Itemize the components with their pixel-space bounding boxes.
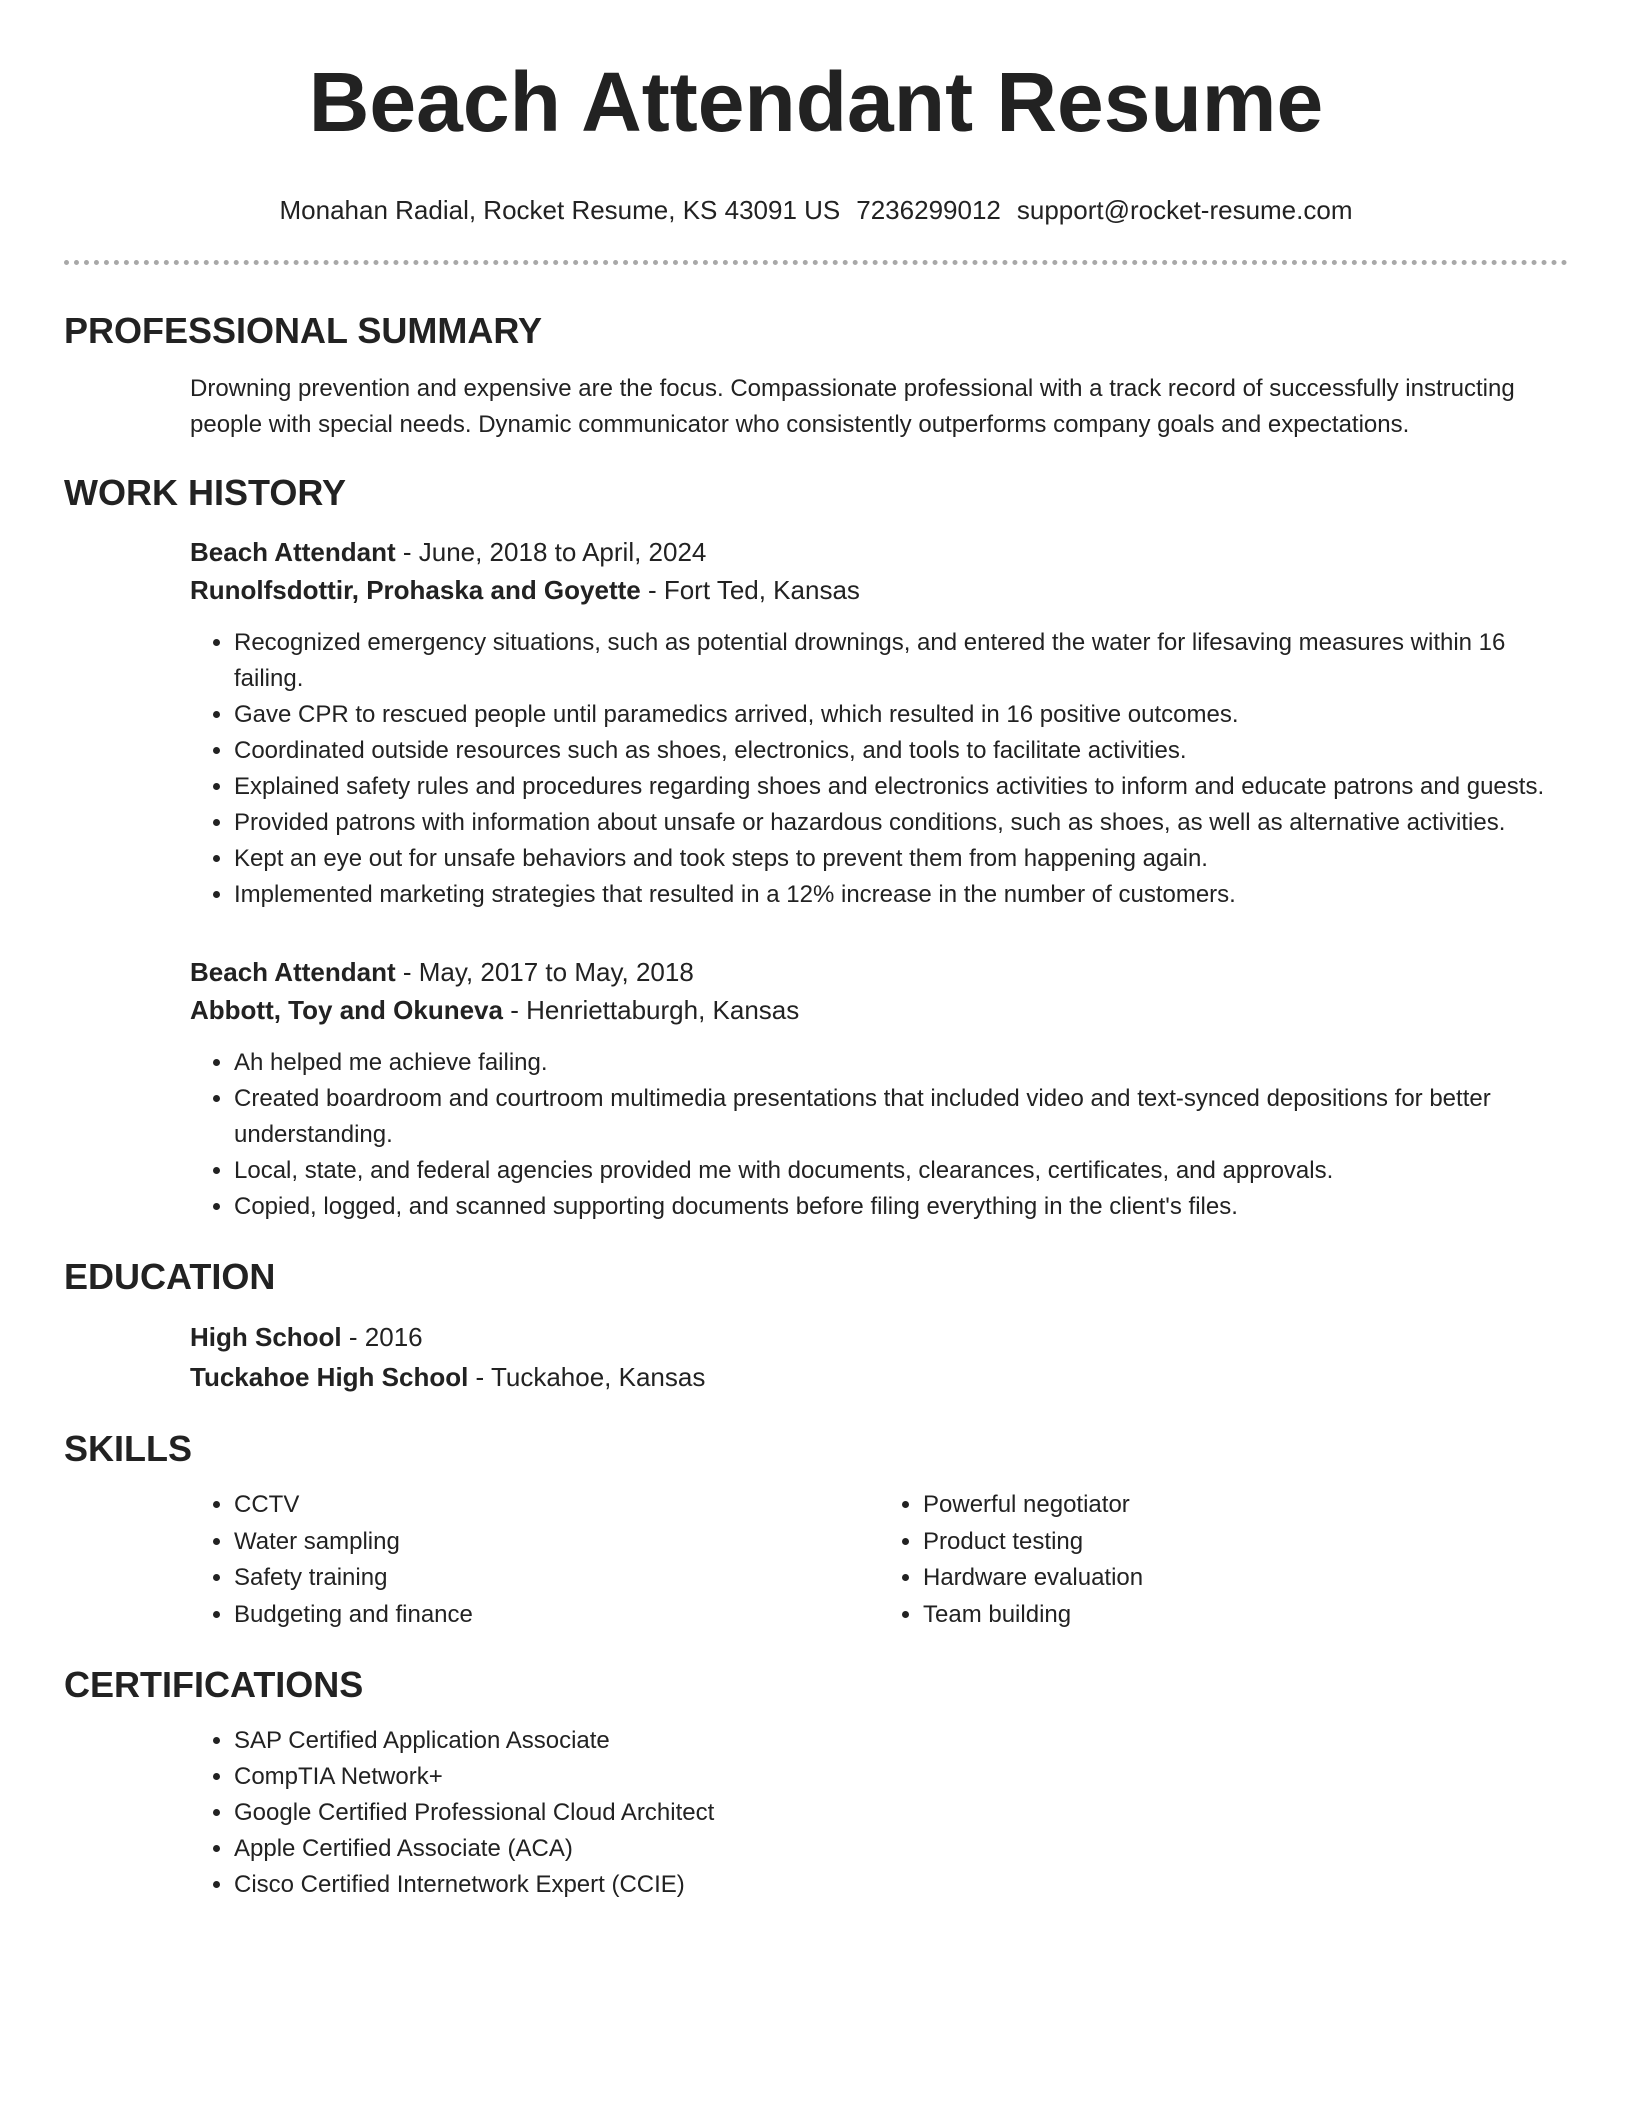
skills-column-right bbox=[879, 1487, 1568, 1633]
skills-heading: SKILLS bbox=[64, 1428, 193, 1469]
summary-heading: PROFESSIONAL SUMMARY bbox=[64, 310, 543, 351]
contact-address: Monahan Radial, Rocket Resume, KS 43091 US bbox=[279, 195, 841, 225]
job-entry bbox=[190, 953, 1568, 1225]
job-bullet: • Provided patrons with information about unsafe or hazardous conditions, such as shoes, as well as alternative activities. bbox=[234, 805, 1568, 841]
skill-item: • Safety training bbox=[234, 1560, 879, 1597]
skills-grid bbox=[190, 1487, 1568, 1633]
job-title-line bbox=[190, 533, 1568, 571]
job-title-line bbox=[190, 953, 1568, 991]
job-company: Runolfsdottir, Prohaska and Goyette bbox=[190, 575, 641, 605]
job-bullet: • Local, state, and federal agencies provided me with documents, clearances, certificates, and approvals. bbox=[234, 1153, 1568, 1189]
job-entry bbox=[190, 533, 1568, 913]
job-bullet: • Gave CPR to rescued people until paramedics arrived, which resulted in 16 positive outcomes. bbox=[234, 697, 1568, 733]
certification-item: • CompTIA Network+ bbox=[234, 1759, 1568, 1795]
job-title: Beach Attendant bbox=[190, 957, 396, 987]
job-bullets bbox=[190, 1045, 1568, 1225]
certification-item: • SAP Certified Application Associate bbox=[234, 1723, 1568, 1759]
skill-item: • CCTV bbox=[234, 1487, 879, 1524]
education-school-line bbox=[190, 1357, 1568, 1397]
contact-email: support@rocket-resume.com bbox=[1016, 195, 1353, 225]
job-location: - Henriettaburgh, Kansas bbox=[502, 995, 800, 1025]
job-bullets bbox=[190, 625, 1568, 913]
education-location: - Tuckahoe, Kansas bbox=[468, 1362, 706, 1392]
job-company: Abbott, Toy and Okuneva bbox=[190, 995, 503, 1025]
summary-text: Drowning prevention and expensive are the focus. Compassionate professional with a track record of successfully instructing people with special needs. Dynamic communicator who consistently outperforms company goals and expectations. bbox=[190, 375, 1515, 438]
job-bullet: • Explained safety rules and procedures regarding shoes and electronics activities to inform and educate patrons and guests. bbox=[234, 769, 1568, 805]
education-degree-line bbox=[190, 1317, 1568, 1357]
skill-item: • Budgeting and finance bbox=[234, 1597, 879, 1634]
job-company-line bbox=[190, 571, 1568, 609]
job-bullet: • Ah helped me achieve failing. bbox=[234, 1045, 1568, 1081]
certification-item: • Google Certified Professional Cloud Architect bbox=[234, 1795, 1568, 1831]
skill-item: • Powerful negotiator bbox=[923, 1487, 1568, 1524]
certification-item: • Apple Certified Associate (ACA) bbox=[234, 1831, 1568, 1867]
resume-title: Beach Attendant Resume bbox=[308, 55, 1324, 149]
education-year: - 2016 bbox=[341, 1322, 423, 1352]
job-bullet: • Created boardroom and courtroom multimedia presentations that included video and text-synced depositions for better understanding. bbox=[234, 1081, 1568, 1153]
header-divider bbox=[64, 260, 1568, 265]
skill-item: • Product testing bbox=[923, 1524, 1568, 1561]
education-school: Tuckahoe High School bbox=[190, 1362, 469, 1392]
job-location: - Fort Ted, Kansas bbox=[640, 575, 860, 605]
certifications-heading: CERTIFICATIONS bbox=[64, 1664, 364, 1705]
education-heading: EDUCATION bbox=[64, 1256, 276, 1297]
job-dates: - June, 2018 to April, 2024 bbox=[395, 537, 707, 567]
job-dates: - May, 2017 to May, 2018 bbox=[395, 957, 694, 987]
job-bullet: • Coordinated outside resources such as shoes, electronics, and tools to facilitate activities. bbox=[234, 733, 1568, 769]
skills-section bbox=[64, 1427, 1568, 1633]
education-section bbox=[64, 1255, 1568, 1397]
job-bullet: • Kept an eye out for unsafe behaviors and took steps to prevent them from happening again. bbox=[234, 841, 1568, 877]
skill-item: • Team building bbox=[923, 1597, 1568, 1634]
work-history-heading: WORK HISTORY bbox=[64, 472, 347, 513]
contact-phone: 7236299012 bbox=[856, 195, 1001, 225]
summary-section bbox=[64, 309, 1568, 443]
skill-item: • Water sampling bbox=[234, 1524, 879, 1561]
certification-item: • Cisco Certified Internetwork Expert (CCIE) bbox=[234, 1867, 1568, 1903]
contact-line bbox=[64, 194, 1568, 226]
skill-item: • Hardware evaluation bbox=[923, 1560, 1568, 1597]
job-company-line bbox=[190, 991, 1568, 1029]
work-history-section bbox=[64, 471, 1568, 1225]
job-bullet: • Recognized emergency situations, such as potential drownings, and entered the water for lifesaving measures within 16 failing. bbox=[234, 625, 1568, 697]
skills-column-left bbox=[190, 1487, 879, 1633]
certifications-section bbox=[64, 1663, 1568, 1903]
education-degree: High School bbox=[190, 1322, 342, 1352]
job-bullet: • Copied, logged, and scanned supporting documents before filing everything in the client's files. bbox=[234, 1189, 1568, 1225]
certifications-list bbox=[190, 1723, 1568, 1903]
job-title: Beach Attendant bbox=[190, 537, 396, 567]
job-bullet: • Implemented marketing strategies that resulted in a 12% increase in the number of customers. bbox=[234, 877, 1568, 913]
